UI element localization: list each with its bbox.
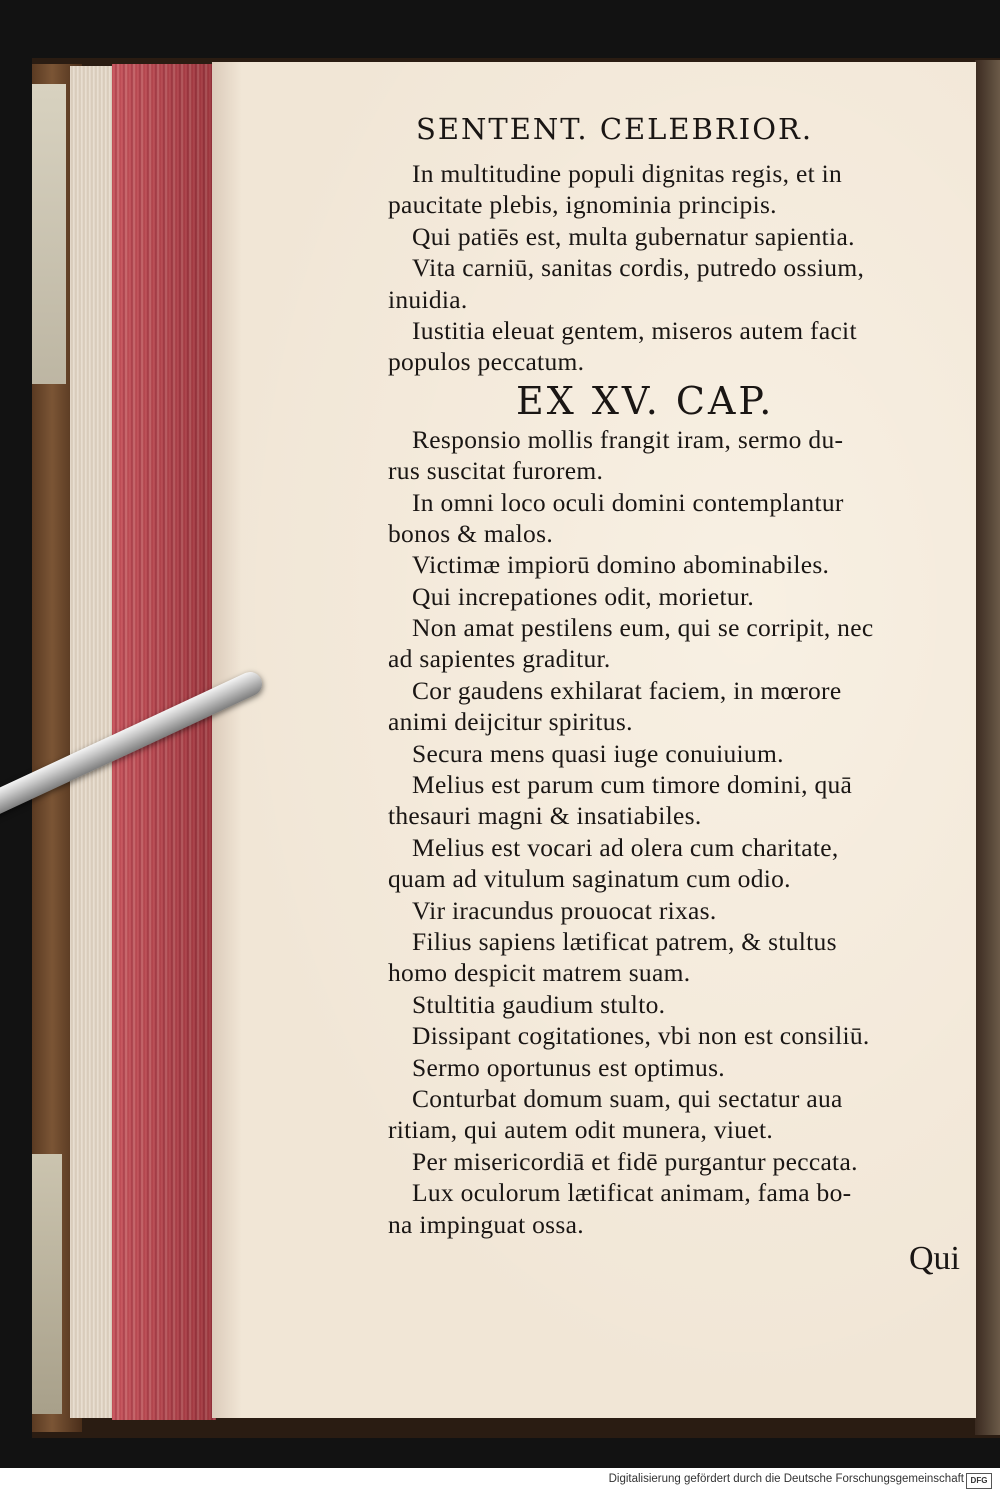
text-line: Qui patiēs est, multa gubernatur sapientia. <box>412 221 855 251</box>
text-line: Vir iracundus prouocat rixas. <box>412 895 717 925</box>
text-line: Qui increpationes odit, morietur. <box>412 581 755 611</box>
text-line: Sermo oportunus est optimus. <box>412 1052 725 1082</box>
text-line: quam ad vitulum saginatum cum odio. <box>388 864 791 894</box>
page-text <box>388 112 968 1240</box>
dfg-logo-icon: DFG <box>966 1473 992 1489</box>
text-line: Victimæ impiorū domino abominabiles. <box>412 550 830 580</box>
chapter-heading: EX XV. CAP. <box>516 378 775 423</box>
catchword: Qui <box>909 1240 960 1277</box>
text-line: Stultitia gaudium stulto. <box>412 989 666 1019</box>
text-line: Vita carniū, sanitas cordis, putredo ossium, <box>412 253 865 283</box>
text-line: ritiam, qui autem odit munera, viuet. <box>388 1115 774 1145</box>
text-line: bonos & malos. <box>388 518 553 548</box>
text-line: Secura mens quasi iuge conuiuium. <box>412 738 784 768</box>
text-line: thesauri magni & insatiabiles. <box>388 801 702 831</box>
text-line: Cor gaudens exhilarat faciem, in mœrore <box>412 675 842 705</box>
text-line: Dissipant cogitationes, vbi non est consiliū. <box>412 1021 870 1051</box>
text-line: Melius est parum cum timore domini, quā <box>412 770 853 800</box>
text-line: paucitate plebis, ignominia principis. <box>388 190 777 220</box>
text-line: Per misericordiā et fidē purgantur peccata. <box>412 1146 858 1176</box>
text-line: In omni loco oculi domini contemplantur <box>412 487 844 517</box>
book-cover-right <box>975 60 1000 1435</box>
text-line: homo despicit matrem suam. <box>388 958 691 988</box>
text-line: Iustitia eleuat gentem, miseros autem facit <box>412 315 857 345</box>
text-line: ad sapientes graditur. <box>388 644 611 674</box>
text-line: Filius sapiens lætificat patrem, & stultus <box>412 926 837 956</box>
text-line: Responsio mollis frangit iram, sermo du- <box>412 424 844 454</box>
cover-wear-bottom <box>32 1154 62 1414</box>
text-line: inuidia. <box>388 284 468 314</box>
cover-wear-top <box>32 84 66 384</box>
funding-credit: Digitalisierung gefördert durch die Deutsche Forschungsgemeinschaft <box>608 1473 964 1485</box>
text-line: na impinguat ossa. <box>388 1209 584 1239</box>
text-line: In multitudine populi dignitas regis, et in <box>412 159 843 188</box>
text-line: animi deijcitur spiritus. <box>388 707 633 737</box>
text-line: Conturbat domum suam, qui sectatur aua <box>412 1083 843 1113</box>
footer-bar <box>0 1468 1000 1493</box>
text-line: rus suscitat furorem. <box>388 456 604 486</box>
text-line: populos peccatum. <box>388 347 585 377</box>
text-line: Non amat pestilens eum, qui se corripit, nec <box>412 613 874 643</box>
text-line: Lux oculorum lætificat animam, fama bo- <box>412 1178 852 1208</box>
running-header: SENTENT. CELEBRIOR. <box>416 112 814 146</box>
text-line: Melius est vocari ad olera cum charitate, <box>412 832 839 862</box>
